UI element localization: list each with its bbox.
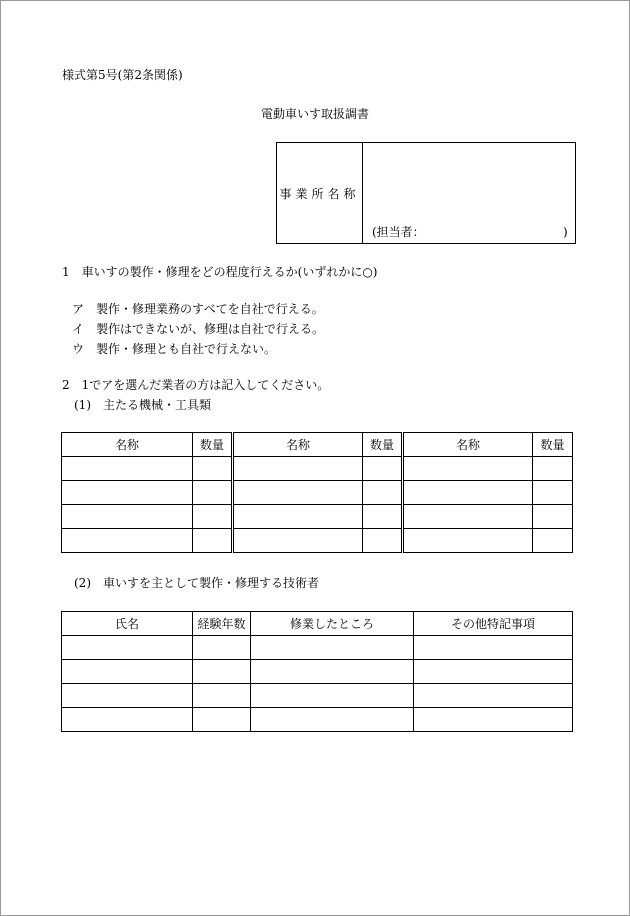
equipment-qty-cell[interactable] [533,529,573,553]
technician-name-header: 氏名 [62,612,193,636]
equipment-qty-cell[interactable] [193,481,233,505]
technician-name-cell[interactable] [62,684,193,708]
equipment-qty-header: 数量 [193,433,233,457]
equipment-qty-cell[interactable] [533,457,573,481]
training-place-cell[interactable] [251,684,414,708]
remarks-cell[interactable] [414,636,573,660]
question-2: 2 1でアを選んだ業者の方は記入してください。 [62,378,330,392]
equipment-name-cell[interactable] [403,505,533,529]
equipment-name-cell[interactable] [62,481,193,505]
equipment-qty-cell[interactable] [193,457,233,481]
equipment-name-cell[interactable] [233,481,363,505]
remarks-cell[interactable] [414,708,573,732]
remarks-header: その他特記事項 [414,612,573,636]
equipment-qty-cell[interactable] [363,481,403,505]
equipment-qty-cell[interactable] [363,505,403,529]
document-title: 電動車いす取扱調書 [260,107,369,121]
equipment-qty-cell[interactable] [363,457,403,481]
contact-person-close: ) [563,225,568,239]
table-row [62,529,573,553]
office-name-label: 事業所名称 [277,143,363,243]
table-row [62,708,573,732]
table-row [62,636,573,660]
contact-person-label: (担当者： [372,225,425,239]
question-1: 1 車いすの製作・修理をどの程度行えるか(いずれかに○) [62,265,378,279]
equipment-name-cell[interactable] [403,457,533,481]
equipment-name-cell[interactable] [403,481,533,505]
equipment-qty-cell[interactable] [533,505,573,529]
technician-name-cell[interactable] [62,636,193,660]
subsection-2-label: (2) 車いすを主として製作・修理する技術者 [74,576,319,590]
office-name-box [276,142,576,244]
training-place-cell[interactable] [251,708,414,732]
experience-years-cell[interactable] [193,636,251,660]
technician-name-cell[interactable] [62,708,193,732]
experience-years-cell[interactable] [193,708,251,732]
equipment-name-header: 名称 [233,433,363,457]
table-row [62,457,573,481]
equipment-qty-cell[interactable] [363,529,403,553]
remarks-cell[interactable] [414,660,573,684]
equipment-qty-cell[interactable] [193,505,233,529]
option-i: イ 製作はできないが、修理は自社で行える。 [72,322,325,336]
equipment-name-cell[interactable] [233,457,363,481]
equipment-name-header: 名称 [403,433,533,457]
table-row [62,660,573,684]
table-header-row [62,433,573,457]
form-number: 様式第5号(第2条関係) [62,68,183,82]
option-a: ア 製作・修理業務のすべてを自社で行える。 [72,302,324,316]
table-row [62,481,573,505]
equipment-qty-cell[interactable] [533,481,573,505]
experience-years-cell[interactable] [193,684,251,708]
experience-years-header: 経験年数 [193,612,251,636]
equipment-name-cell[interactable] [233,529,363,553]
table-row [62,505,573,529]
option-u: ウ 製作・修理とも自社で行えない。 [72,342,277,356]
technician-table [61,611,573,732]
table-header-row [62,612,573,636]
training-place-cell[interactable] [251,660,414,684]
equipment-name-cell[interactable] [62,505,193,529]
subsection-1-label: (1) 主たる機械・工具類 [74,398,211,412]
equipment-name-cell[interactable] [233,505,363,529]
equipment-name-cell[interactable] [403,529,533,553]
training-place-cell[interactable] [251,636,414,660]
equipment-table [61,432,573,553]
equipment-qty-cell[interactable] [193,529,233,553]
equipment-qty-header: 数量 [533,433,573,457]
training-place-header: 修業したところ [251,612,414,636]
experience-years-cell[interactable] [193,660,251,684]
table-row [62,684,573,708]
equipment-name-header: 名称 [62,433,193,457]
remarks-cell[interactable] [414,684,573,708]
equipment-qty-header: 数量 [363,433,403,457]
equipment-name-cell[interactable] [62,529,193,553]
equipment-name-cell[interactable] [62,457,193,481]
technician-name-cell[interactable] [62,660,193,684]
